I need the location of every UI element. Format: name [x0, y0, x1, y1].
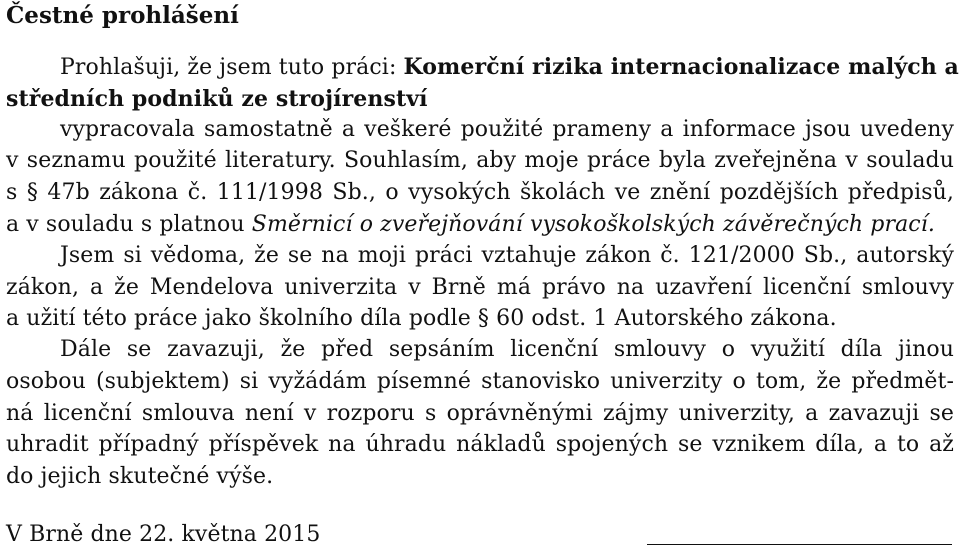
paragraph-3-line-2: osobou (subjektem) si vyžádám písemné stanovisko univerzity o tom, že předmět-	[6, 369, 954, 394]
paragraph-1-line-2	[6, 84, 954, 115]
page-title: Čestné prohlášení	[6, 2, 239, 29]
paragraph-2-line-1: Jsem si vědoma, že se na moji práci vztahuje zákon č. 121/2000 Sb., autorský	[60, 243, 954, 268]
paragraph-1-line-6	[6, 210, 954, 240]
signature-line	[647, 544, 952, 545]
paragraph-3-line-3: ná licenční smlouva není v rozporu s oprávněnými zájmy univerzity, a zavazuji se	[6, 401, 954, 426]
paragraph-1-line-5: s § 47b zákona č. 111/1998 Sb., o vysokých školách ve znění pozdějších předpisů,	[6, 180, 954, 205]
paragraph-1-line-4: v seznamu použité literatury. Souhlasím, aby moje práce byla zveřejněna v souladu	[6, 148, 954, 173]
paragraph-1-line-3: vypracovala samostatně a veškeré použité prameny a informace jsou uvedeny	[60, 117, 954, 142]
thesis-title-part-1: Komerční rizika internacionalizace malých a	[403, 54, 959, 80]
paragraph-3-line-5: do jejich skutečné výše.	[6, 464, 274, 489]
paragraph-2-line-2: zákon, a že Mendelova univerzita v Brně má právo na uzavření licenční smlouvy	[6, 275, 954, 300]
paragraph-1-line-1	[60, 52, 959, 83]
paragraph-2-line-3: a užití této práce jako školního díla podle § 60 odst. 1 Autorského zákona.	[6, 306, 837, 331]
regulation-intro: a v souladu s platnou	[6, 212, 252, 237]
paragraph-3-line-4: uhradit případný příspěvek na úhradu nákladů spojených se vznikem díla, a to až	[6, 432, 954, 457]
regulation-name: Směrnicí o zveřejňování vysokoškolských závěrečných prací.	[251, 212, 935, 237]
thesis-title-part-2: středních podniků ze strojírenství	[6, 86, 428, 112]
paragraph-3-line-1: Dále se zavazuji, že před sepsáním licenční smlouvy o využití díla jinou	[60, 337, 954, 362]
place-and-date: V Brně dne 22. května 2015	[6, 522, 321, 547]
declaration-intro: Prohlašuji, že jsem tuto práci:	[60, 55, 404, 80]
